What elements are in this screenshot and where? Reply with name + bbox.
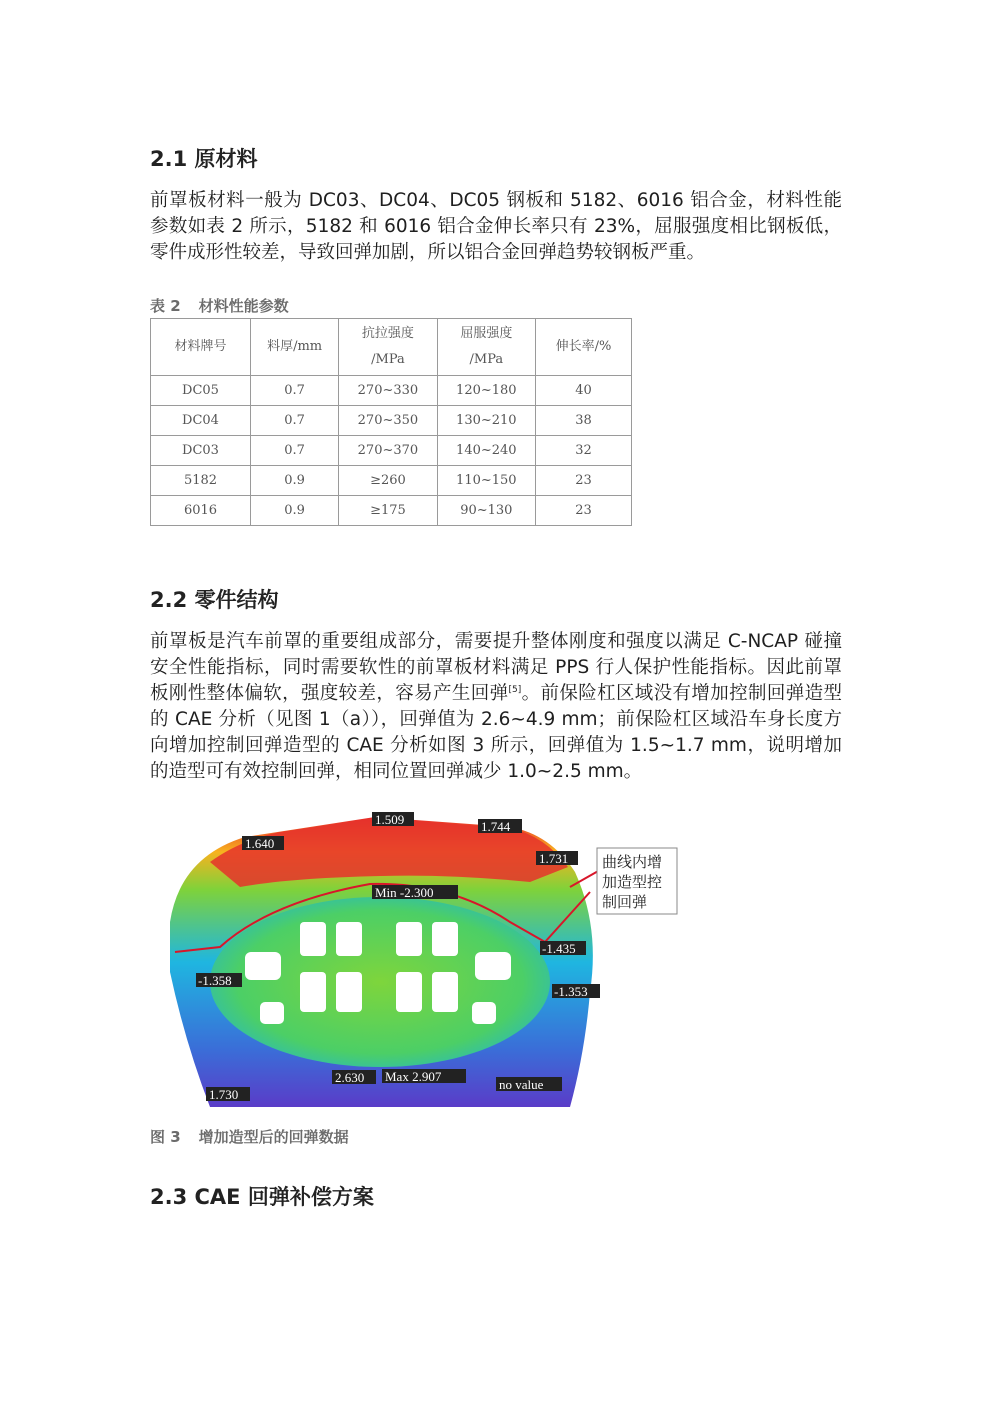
- header-line-2: /MPa: [469, 352, 504, 367]
- figure-caption-text: 增加造型后的回弹数据: [198, 1128, 349, 1146]
- table-cell: 90~130: [437, 496, 535, 526]
- paragraph-text: 前罩板是汽车前罩的重要组成部分，需要提升整体刚度和强度以满足 C-NCAP 碰撞安全性能指标，同时需要软性的前罩板材料满足 PPS 行人保护性能指标。因此前罩板刚性整体偏软，强度较差，容易产生回弹: [150, 631, 842, 704]
- table-cell: 270~330: [339, 376, 437, 406]
- table-cell: 23: [536, 466, 632, 496]
- springback-contour-figure: [150, 812, 680, 1112]
- table-cell: 0.7: [250, 406, 338, 436]
- table-cell: ≥260: [339, 466, 437, 496]
- table-cell: 270~370: [339, 436, 437, 466]
- header-line-1: 抗拉强度: [361, 326, 414, 341]
- table-cell: DC03: [151, 436, 251, 466]
- header-line-1: 屈服强度: [460, 326, 513, 341]
- table-cell: 23: [536, 496, 632, 526]
- value-label: -1.353: [554, 984, 588, 999]
- value-label: 1.730: [209, 1087, 239, 1102]
- table-cell: 0.7: [250, 436, 338, 466]
- value-label: 1.509: [375, 812, 405, 827]
- hood-inner-frame: [210, 897, 550, 1067]
- value-label: 1.640: [245, 836, 275, 851]
- callout-line-3: 制回弹: [602, 895, 648, 911]
- table-row: [151, 466, 632, 496]
- callout-line-1: 曲线内增: [602, 855, 663, 871]
- section-heading-2-2: 2.2 零件结构: [150, 588, 279, 612]
- callout-line-2: 加造型控: [602, 875, 663, 891]
- table-row: [151, 406, 632, 436]
- table-header-cell: [339, 319, 437, 376]
- value-label: 2.630: [335, 1070, 365, 1085]
- table-cell: 38: [536, 406, 632, 436]
- paragraph-text: 。前保险杠区域没有增加控制回弹造型的 CAE 分析（见图 1（a）），回弹值为 2.6~4.9 mm；前保险杠区域沿车身长度方向增加控制回弹造型的 CAE 分析如图 3 所示，回弹值为 1.5~1.7 mm，说明增加的造型可有效控制回弹，相同位置回弹减少 1.0~2.5 mm。: [150, 683, 842, 782]
- table-cell: 0.9: [250, 466, 338, 496]
- table-cell: 32: [536, 436, 632, 466]
- value-label: Min -2.300: [375, 885, 434, 900]
- table-cell: 6016: [151, 496, 251, 526]
- value-label: Max 2.907: [385, 1069, 442, 1084]
- value-label: no value: [499, 1077, 544, 1092]
- table-cell: 120~180: [437, 376, 535, 406]
- table-header-row: [151, 319, 632, 376]
- material-properties-table: [150, 318, 632, 526]
- figure-caption: [150, 1126, 349, 1147]
- table-cell: 40: [536, 376, 632, 406]
- table-cell: 5182: [151, 466, 251, 496]
- table-row: [151, 376, 632, 406]
- table-header-cell: [437, 319, 535, 376]
- table-caption-text: 材料性能参数: [198, 297, 289, 315]
- table-header-cell: 材料牌号: [151, 319, 251, 376]
- value-label: 1.744: [481, 819, 511, 834]
- table-caption: [150, 295, 289, 316]
- section-heading-2-1: 2.1 原材料: [150, 147, 258, 171]
- table-row: [151, 436, 632, 466]
- table-caption-number: 表 2: [150, 297, 181, 315]
- table-cell: DC04: [151, 406, 251, 436]
- header-line-2: /MPa: [371, 352, 405, 367]
- table-cell: DC05: [151, 376, 251, 406]
- citation-ref: [5]: [508, 684, 522, 695]
- section-paragraph-2-1: 前罩板材料一般为 DC03、DC04、DC05 钢板和 5182、6016 铝合金，材料性能参数如表 2 所示，5182 和 6016 铝合金伸长率只有 23%，屈服强度相比钢板低，零件成形性较差，导致回弹加剧，所以铝合金回弹趋势较钢板严重。: [150, 190, 842, 263]
- table-header-cell: 伸长率/%: [536, 319, 632, 376]
- section-paragraph-2-2: [150, 629, 842, 785]
- table-cell: 0.7: [250, 376, 338, 406]
- value-label: -1.435: [542, 941, 576, 956]
- value-label: -1.358: [198, 973, 232, 988]
- table-header-cell: 料厚/mm: [250, 319, 338, 376]
- table-cell: ≥175: [339, 496, 437, 526]
- table-cell: 270~350: [339, 406, 437, 436]
- table-cell: 140~240: [437, 436, 535, 466]
- table-row: [151, 496, 632, 526]
- section-heading-2-3: 2.3 CAE 回弹补偿方案: [150, 1185, 374, 1209]
- table-cell: 130~210: [437, 406, 535, 436]
- table-cell: 0.9: [250, 496, 338, 526]
- value-label: 1.731: [539, 851, 569, 866]
- springback-contour-image: [150, 812, 680, 1112]
- table-cell: 110~150: [437, 466, 535, 496]
- figure-caption-number: 图 3: [150, 1128, 181, 1146]
